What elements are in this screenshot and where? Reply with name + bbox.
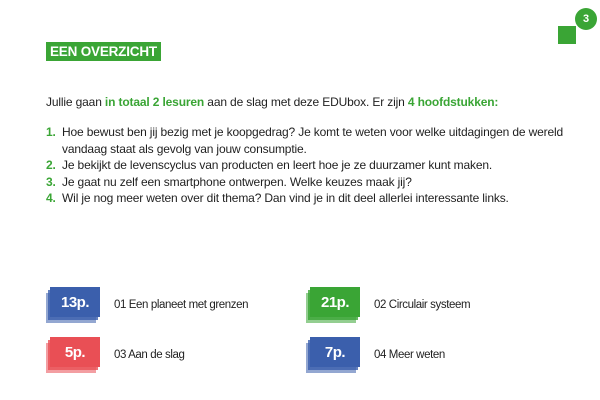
intro-highlight-lessons: in totaal 2 lesuren xyxy=(104,95,205,109)
chapter-text: Hoe bewust ben jij bezig met je koopgedrag? Je komt te weten voor welke uitdagingen de wereld vandaag staat als gevolg van jouw consumptie. xyxy=(62,125,564,156)
chapter-text: Je gaat nu zelf een smartphone ontwerpen. Welke keuzes maak jij? xyxy=(62,174,412,189)
chapter-item xyxy=(46,174,566,191)
chapter-number: 2. xyxy=(46,158,56,172)
chapter-text: Je bekijkt de levenscyclus van producten en leert hoe je ze duurzamer kunt maken. xyxy=(62,158,493,172)
chapter-number: 1. xyxy=(46,125,56,139)
chapter-text: Wil je nog meer weten over dit thema? Dan vind je in dit deel allerlei interessante links. xyxy=(62,191,509,205)
intro-text xyxy=(46,95,498,109)
chapter-item xyxy=(46,157,566,174)
page-count-stack xyxy=(306,287,360,323)
chapter-card-3 xyxy=(46,337,185,373)
page-number-badge xyxy=(558,8,600,48)
chapter-number: 3. xyxy=(46,174,56,189)
chapter-number: 4. xyxy=(46,191,56,205)
page-count-stack xyxy=(46,287,100,323)
chapter-item xyxy=(46,190,566,207)
chapter-card-2 xyxy=(306,287,470,323)
page-count: 21p. xyxy=(310,287,360,317)
chapter-item xyxy=(46,124,566,157)
chapter-card-4 xyxy=(306,337,445,373)
chapter-card-1 xyxy=(46,287,248,323)
page-count: 7p. xyxy=(310,337,360,367)
intro-highlight-chapters: 4 hoofdstukken: xyxy=(407,95,499,109)
page-number: 3 xyxy=(575,8,597,30)
page-count-stack xyxy=(46,337,100,373)
section-title: EEN OVERZICHT xyxy=(46,42,161,61)
card-label: 02 Circulair systeem xyxy=(374,299,471,311)
decorative-square xyxy=(558,26,576,44)
chapter-list xyxy=(46,124,566,207)
intro-part1: Jullie gaan xyxy=(46,95,105,109)
card-label: 01 Een planeet met grenzen xyxy=(114,299,249,311)
card-label: 04 Meer weten xyxy=(374,349,445,361)
page-count: 5p. xyxy=(50,337,100,367)
page-count-stack xyxy=(306,337,360,373)
card-label: 03 Aan de slag xyxy=(114,349,185,361)
page-count: 13p. xyxy=(50,287,100,317)
intro-part2: aan de slag met deze EDUbox. Er zijn xyxy=(204,95,408,109)
